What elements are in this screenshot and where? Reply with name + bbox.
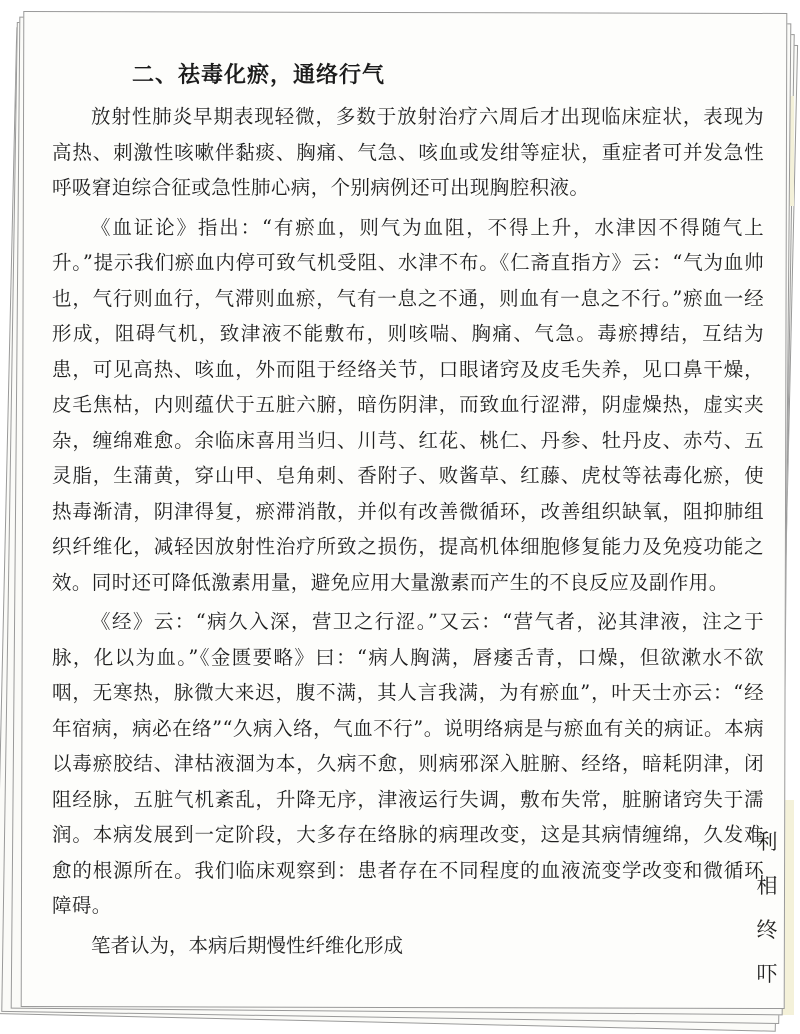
side-char: 利 [756,830,778,854]
paragraph: 《经》云：“病久入深，营卫之行涩。”又云：“营气者，泌其津液，注之于脉，化以为血。”《金匮要略》曰：“病人胸满，唇痿舌青，口燥，但欲漱水不欲咽，无寒热，脉微大来迟，腹不满，其人言我满，为有瘀血”，叶天士亦云：“经年宿病，病必在络”“久病入络，气血不行”。说明络病是与瘀血有关的病证。本病以毒瘀胶结、津枯液涸为本，久病不愈，则病邪深入脏腑、经络，暗耗阴津，闭阻经脉，五脏气机紊乱，升降无序，津液运行失调，敷布失常，脏腑诸窍失于濡润。本病发展到一定阶段，大多存在络脉的病理改变，这是其病情缠绵，久发难愈的根源所在。我们临床观察到：患者存在不同程度的血液流变学改变和微循环障碍。 [52,610,764,917]
side-char: 终 [756,918,778,942]
paragraph: 《血证论》指出：“有瘀血，则气为血阻，不得上升，水津因不得随气上升。”提示我们瘀血内停可致气机受阻、水津不布。《仁斋直指方》云：“气为血帅也，气行则血行，气滞则血瘀，气有一息之不通，则血有一息之不行。”瘀血一经形成，阻碍气机，致津液不能敷布，则咳喘、胸痛、气急。毒瘀搏结，互结为患，可见高热、咳血，外而阻于经络关节，口眼诸窍及皮毛失养，见口鼻干燥，皮毛焦枯，内则蕴伏于五脏六腑，暗伤阴津，而致血行涩滞，阴虚燥热，虚实夹杂，缠绵难愈。余临床喜用当归、川芎、红花、桃仁、丹参、牡丹皮、赤芍、五灵脂，生蒲黄，穿山甲、皂角刺、香附子、败酱草、红藤、虎杖等祛毒化瘀，使热毒渐清，阴津得复，瘀滞消散，并似有改善微循环，改善组织缺氧，阻抑肺组织纤维化，减轻因放射性治疗所致之损伤，提高机体细胞修复能力及免疫功能之效。同时还可降低激素用量，避免应用大量激素而产生的不良反应及副作用。 [52,215,764,594]
side-char: 吓 [756,962,778,986]
section-heading: 二、祛毒化瘀，通络行气 [132,63,386,88]
cut-off-line: 笔者认为，本病后期慢性纤维化形成 [91,933,404,957]
side-char: 相 [756,874,778,898]
document-page [52,40,764,990]
paragraph: 放射性肺炎早期表现轻微，多数于放射治疗六周后才出现临床症状，表现为高热、刺激性咳嗽伴黏痰、胸痛、气急、咳血或发绀等症状，重症者可并发急性呼吸窘迫综合征或急性肺心病，个别病例还可出现胸腔积液。 [52,105,764,199]
